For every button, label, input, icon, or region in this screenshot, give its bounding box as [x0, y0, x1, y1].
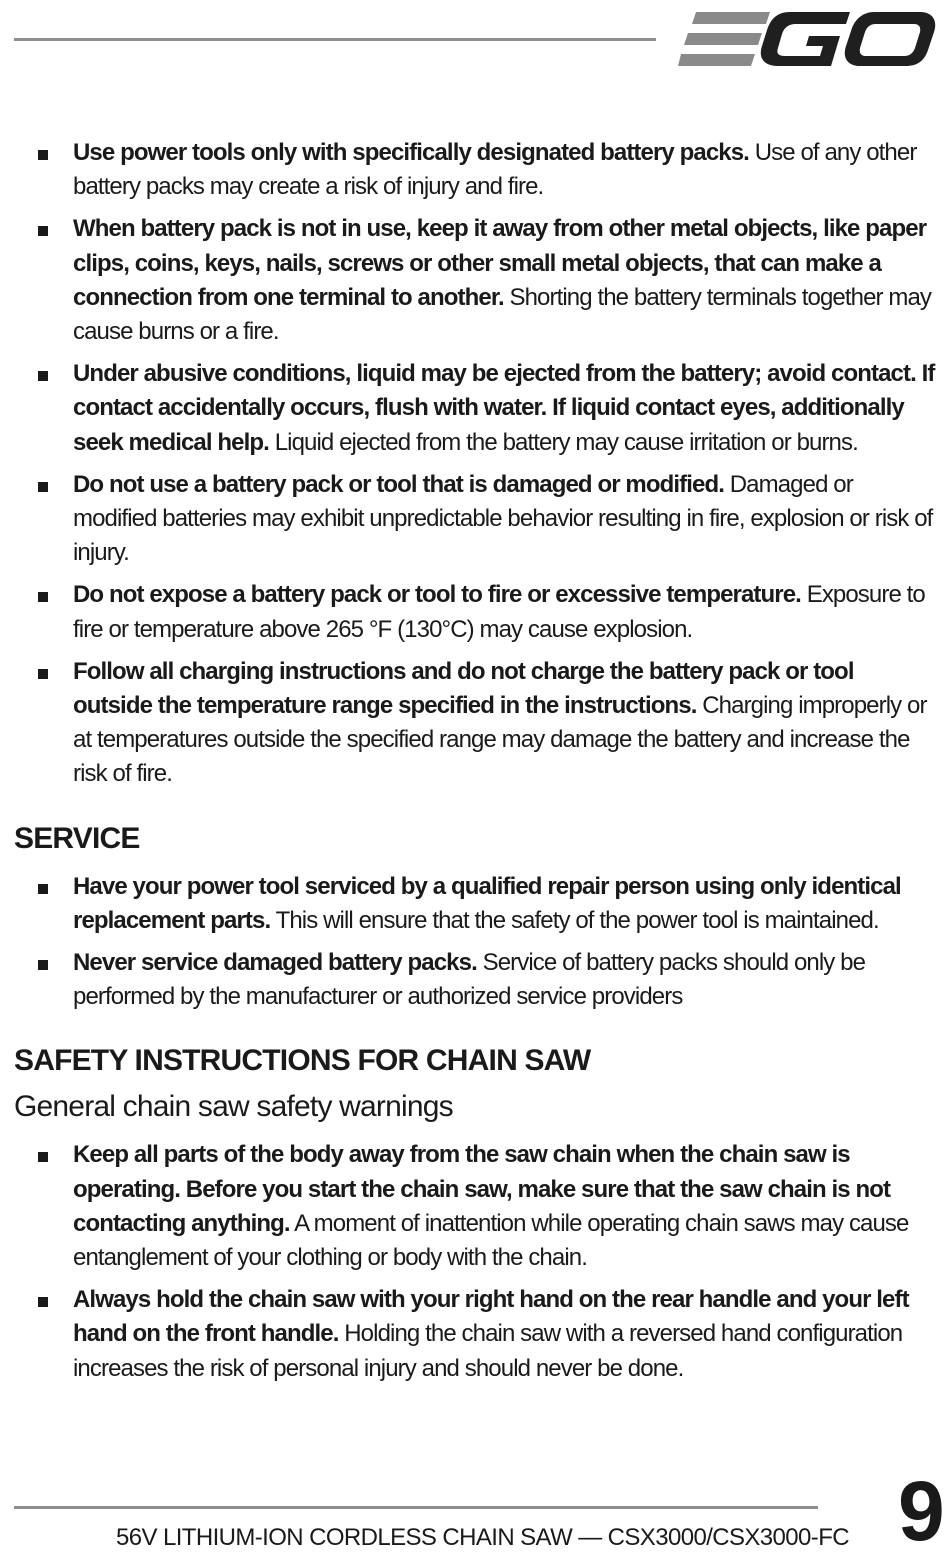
list-item	[14, 212, 938, 349]
warning-bold-text: Do not expose a battery pack or tool to fire or excessive temperature.	[73, 581, 801, 609]
warning-bold-text: When battery pack is not in use, keep it away from other metal objects, like paper clips, coins, keys, nails, screws or other small metal objects, that can make a connection from one terminal to another.	[73, 215, 927, 311]
logo-g-mark	[761, 12, 850, 66]
warning-text: Holding the chain saw with a reversed hand configuration increases the risk of personal injury and should never be done.	[73, 1320, 903, 1382]
logo-e-mark	[678, 12, 770, 66]
list-item	[14, 1283, 938, 1386]
warning-bold-text: Follow all charging instructions and do not charge the battery pack or tool outside the temperature range specified in the instructions.	[73, 657, 854, 720]
battery-warnings-list	[14, 136, 938, 792]
warning-bold-text: Always hold the chain saw with your right hand on the rear handle and your left hand on the front handle.	[73, 1286, 909, 1348]
chain-saw-subheading: General chain saw safety warnings	[14, 1090, 453, 1124]
main-content	[14, 136, 938, 1394]
list-item	[14, 136, 938, 204]
list-item	[14, 578, 938, 646]
list-item	[14, 468, 938, 571]
list-item	[14, 357, 938, 460]
footer-rule	[14, 1506, 818, 1509]
warning-bold-text: Never service damaged battery packs.	[73, 949, 477, 977]
warning-text: This will ensure that the safety of the power tool is maintained.	[270, 906, 879, 934]
chain-saw-list	[14, 1138, 938, 1385]
warning-text: Charging improperly or at temperatures outside the specified range may damage the battery and increase the risk of fire.	[73, 692, 927, 788]
warning-bold-text: Do not use a battery pack or tool that is damaged or modified.	[73, 470, 724, 498]
warning-bold-text: Use power tools only with specifically designated battery packs.	[73, 139, 749, 166]
warning-text: Exposure to fire or temperature above 265 °F (130°C) may cause explosion.	[73, 581, 925, 643]
footer-title: 56V LITHIUM-ION CORDLESS CHAIN SAW — CSX3000/CSX3000-FC	[116, 1524, 849, 1551]
list-item	[14, 946, 938, 1014]
warning-text: Use of any other battery packs may create a risk of injury and fire.	[73, 139, 917, 201]
warning-bold-text: Keep all parts of the body away from the saw chain when the chain saw is operating. Before you start the chain saw, make sure that the saw chain is not contacting anything.	[73, 1141, 891, 1237]
warning-bold-text: Have your power tool serviced by a qualified repair person using only identical replacement parts.	[73, 872, 901, 934]
header-rule	[14, 38, 656, 41]
chain-saw-heading: SAFETY INSTRUCTIONS FOR CHAIN SAW	[14, 1044, 591, 1078]
warning-bold-text: Under abusive conditions, liquid may be ejected from the battery; avoid contact. If contact accidentally occurs, flush with water. If liquid contact eyes, additionally seek medical help.	[73, 360, 935, 456]
service-heading: SERVICE	[14, 821, 140, 855]
warning-text: A moment of inattention while operating chain saws may cause entanglement of your clothing or body with the chain.	[73, 1209, 909, 1272]
page-number: 9	[898, 1464, 943, 1558]
list-item	[14, 1138, 938, 1275]
warning-text: Liquid ejected from the battery may cause irritation or burns.	[268, 428, 858, 456]
logo-o-mark	[845, 12, 935, 66]
warning-text: Damaged or modified batteries may exhibit unpredictable behavior resulting in fire, explosion or risk of injury.	[73, 470, 933, 567]
warning-text: Service of battery packs should only be performed by the manufacturer or authorized service providers	[73, 949, 866, 1011]
warning-text: Shorting the battery terminals together may cause burns or a fire.	[73, 283, 932, 346]
list-item	[14, 655, 938, 792]
ego-logo	[678, 8, 936, 70]
service-list	[14, 870, 938, 1015]
list-item	[14, 870, 938, 938]
